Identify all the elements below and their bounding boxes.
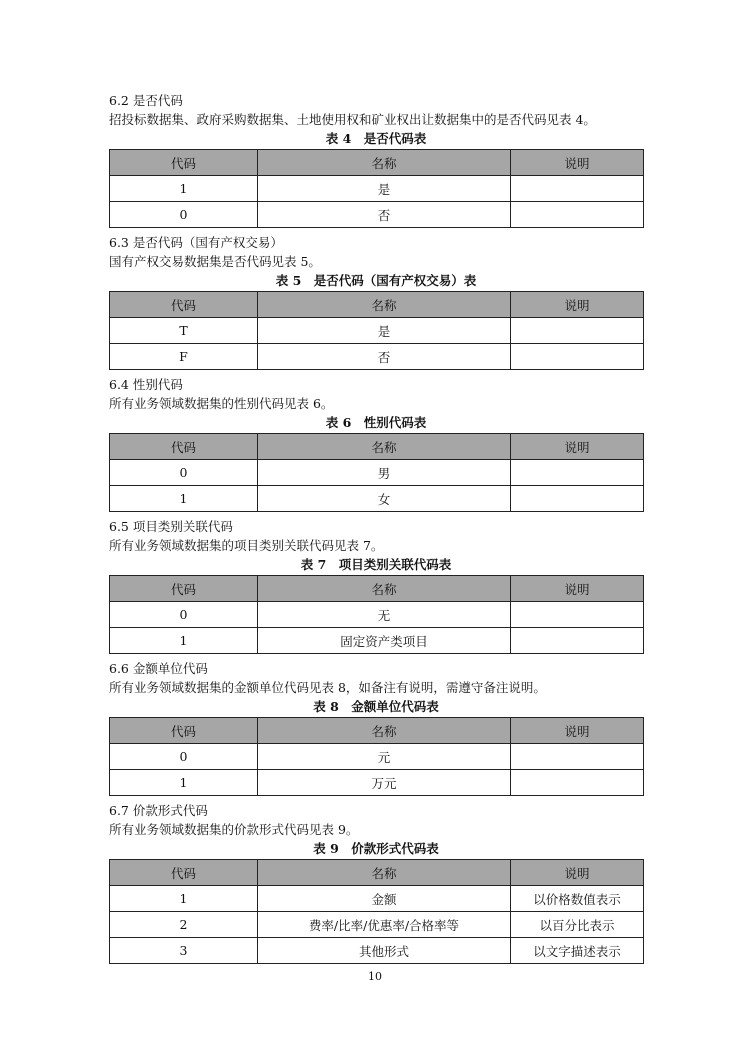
cell-name: 其他形式 <box>258 938 511 964</box>
cell-name: 费率/比率/优惠率/合格率等 <box>258 912 511 938</box>
section-paragraph: 所有业务领域数据集的价款形式代码见表 9。 <box>109 822 359 837</box>
cell-code: 1 <box>110 628 258 654</box>
section-6-3 <box>109 233 643 370</box>
cell-note <box>511 628 644 654</box>
header-name: 名称 <box>258 860 511 886</box>
table-row <box>110 460 644 486</box>
header-code: 代码 <box>110 860 258 886</box>
cell-code: 2 <box>110 912 258 938</box>
code-table-5 <box>109 291 644 370</box>
section-paragraph: 所有业务领域数据集的金额单位代码见表 8，如备注有说明，需遵守备注说明。 <box>109 680 546 695</box>
table-header-row <box>110 434 644 460</box>
cell-code: 1 <box>110 886 258 912</box>
cell-name: 金额 <box>258 886 511 912</box>
cell-note <box>511 460 644 486</box>
cell-note: 以价格数值表示 <box>511 886 644 912</box>
cell-note <box>511 344 644 370</box>
cell-note <box>511 202 644 228</box>
header-note: 说明 <box>511 576 644 602</box>
table-row <box>110 770 644 796</box>
section-paragraph: 所有业务领域数据集的性别代码见表 6。 <box>109 396 334 411</box>
section-6-5 <box>109 517 643 654</box>
section-6-4 <box>109 375 643 512</box>
section-paragraph: 所有业务领域数据集的项目类别关联代码见表 7。 <box>109 538 384 553</box>
cell-note <box>511 744 644 770</box>
header-note: 说明 <box>511 292 644 318</box>
cell-note <box>511 770 644 796</box>
cell-code: 0 <box>110 602 258 628</box>
cell-name: 固定资产类项目 <box>258 628 511 654</box>
table-row <box>110 938 644 964</box>
cell-code: 3 <box>110 938 258 964</box>
cell-note <box>511 602 644 628</box>
cell-name: 女 <box>258 486 511 512</box>
table-header-row <box>110 860 644 886</box>
section-6-2 <box>109 91 643 228</box>
cell-name: 否 <box>258 344 511 370</box>
cell-code: 1 <box>110 486 258 512</box>
header-name: 名称 <box>258 718 511 744</box>
cell-name: 是 <box>258 176 511 202</box>
cell-name: 否 <box>258 202 511 228</box>
table-row <box>110 318 644 344</box>
section-heading: 6.4 性别代码 <box>109 377 183 392</box>
code-table-8 <box>109 717 644 796</box>
section-paragraph: 招投标数据集、政府采购数据集、土地使用权和矿业权出让数据集中的是否代码见表 4。 <box>109 112 596 127</box>
code-table-7 <box>109 575 644 654</box>
cell-code: 1 <box>110 770 258 796</box>
cell-code: F <box>110 344 258 370</box>
header-name: 名称 <box>258 292 511 318</box>
table-row <box>110 628 644 654</box>
section-heading: 6.3 是否代码（国有产权交易） <box>109 235 283 250</box>
table-header-row <box>110 150 644 176</box>
cell-name: 男 <box>258 460 511 486</box>
table-caption: 表 7 项目类别关联代码表 <box>300 557 452 572</box>
section-heading: 6.7 价款形式代码 <box>109 803 208 818</box>
table-row <box>110 602 644 628</box>
header-note: 说明 <box>511 150 644 176</box>
code-table-4 <box>109 149 644 228</box>
cell-note <box>511 176 644 202</box>
cell-code: 0 <box>110 744 258 770</box>
header-code: 代码 <box>110 292 258 318</box>
table-caption: 表 8 金额单位代码表 <box>313 699 439 714</box>
table-row <box>110 344 644 370</box>
cell-code: 0 <box>110 460 258 486</box>
section-heading: 6.5 项目类别关联代码 <box>109 519 233 534</box>
section-heading: 6.2 是否代码 <box>109 93 183 108</box>
table-caption: 表 4 是否代码表 <box>325 131 427 146</box>
header-code: 代码 <box>110 718 258 744</box>
table-row <box>110 886 644 912</box>
section-6-7 <box>109 801 643 964</box>
section-paragraph: 国有产权交易数据集是否代码见表 5。 <box>109 254 321 269</box>
table-header-row <box>110 718 644 744</box>
header-code: 代码 <box>110 434 258 460</box>
cell-code: 0 <box>110 202 258 228</box>
table-row <box>110 176 644 202</box>
cell-note: 以百分比表示 <box>511 912 644 938</box>
cell-note <box>511 318 644 344</box>
header-name: 名称 <box>258 434 511 460</box>
table-caption: 表 6 性别代码表 <box>325 415 427 430</box>
header-name: 名称 <box>258 576 511 602</box>
cell-note: 以文字描述表示 <box>511 938 644 964</box>
table-header-row <box>110 576 644 602</box>
header-note: 说明 <box>511 718 644 744</box>
header-code: 代码 <box>110 576 258 602</box>
cell-name: 元 <box>258 744 511 770</box>
header-note: 说明 <box>511 434 644 460</box>
header-code: 代码 <box>110 150 258 176</box>
table-row <box>110 744 644 770</box>
cell-code: 1 <box>110 176 258 202</box>
section-6-6 <box>109 659 643 796</box>
code-table-9 <box>109 859 644 964</box>
header-name: 名称 <box>258 150 511 176</box>
table-header-row <box>110 292 644 318</box>
table-caption: 表 5 是否代码（国有产权交易）表 <box>275 273 477 288</box>
cell-name: 是 <box>258 318 511 344</box>
header-note: 说明 <box>511 860 644 886</box>
cell-name: 无 <box>258 602 511 628</box>
table-row <box>110 486 644 512</box>
cell-note <box>511 486 644 512</box>
page-number: 10 <box>368 970 382 983</box>
cell-name: 万元 <box>258 770 511 796</box>
table-caption: 表 9 价款形式代码表 <box>313 841 439 856</box>
table-row <box>110 202 644 228</box>
table-row <box>110 912 644 938</box>
section-heading: 6.6 金额单位代码 <box>109 661 208 676</box>
code-table-6 <box>109 433 644 512</box>
cell-code: T <box>110 318 258 344</box>
